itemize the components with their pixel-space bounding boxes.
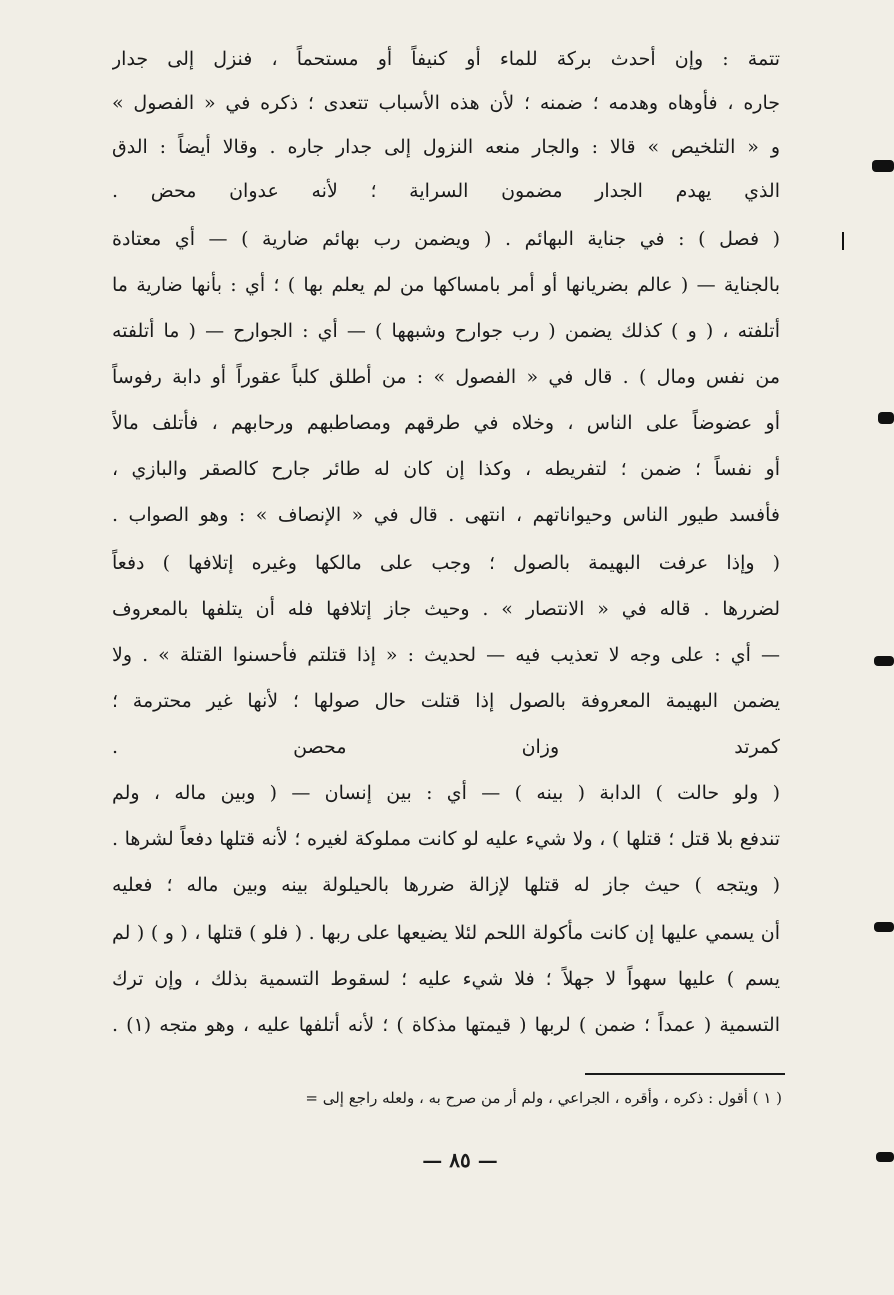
text-line: ( فصل ) : في جناية البهائم . ( ويضمن رب بهائم ضارية ) — أي معتادة: [112, 228, 780, 250]
text-line: فأفسد طيور الناس وحيواناتهم ، انتهى . قال في « الإنصاف » : وهو الصواب .: [112, 504, 780, 526]
text-line: يضمن البهيمة المعروفة بالصول إذا قتلت حال صولها ؛ لأنها غير محترمة ؛: [112, 690, 780, 712]
text-line: ( ويتجه ) حيث جاز له قتلها لإزالة ضررها بالحيلولة بينه وبين ماله ؛ فعليه: [112, 874, 780, 896]
margin-mark: [874, 656, 894, 666]
text-line: التسمية ( عمداً ؛ ضمن ) لربها ( قيمتها مذكاة ) ؛ لأنه أتلفها عليه ، وهو متجه (١) .: [112, 1014, 780, 1036]
footnote: ( ١ ) أقول : ذكره ، وأقره ، الجراعي ، ولم أر من صرح به ، ولعله راجع إلى =: [305, 1089, 782, 1107]
margin-mark: [874, 922, 894, 932]
text-line: الذي يهدم الجدار مضمون السراية ؛ لأنه عدوان محض .: [112, 180, 780, 202]
footnote-rule: [585, 1073, 785, 1075]
margin-mark: [872, 160, 894, 172]
text-line: — أي : على وجه لا تعذيب فيه — لحديث : « إذا قتلتم فأحسنوا القتلة » . ولا: [112, 644, 780, 666]
text-line: أن يسمي عليها إن كانت مأكولة اللحم لئلا يضيعها على ربها . ( فلو ) قتلها ، ( و ) ( لم: [112, 922, 780, 944]
text-line: بالجناية — ( عالم بضريانها أو أمر بامساكها من لم يعلم بها ) ؛ أي : بأنها ضارية ما: [112, 274, 780, 296]
text-line: أو نفساً ؛ ضمن ؛ لتفريطه ، وكذا إن كان له طائر جارح كالصقر والبازي ،: [112, 458, 780, 480]
margin-mark: [842, 232, 844, 250]
page-number: — ٨٥ —: [422, 1148, 498, 1172]
text-line: من نفس ومال ) . قال في « الفصول » : من أطلق كلباً عقوراً أو دابة رفوساً: [112, 366, 780, 388]
text-line: و « التلخيص » قالا : والجار منعه النزول إلى جدار جاره . وقالا أيضاً : الدق: [112, 136, 780, 158]
text-line: ( وإذا عرفت البهيمة بالصول ؛ وجب على مالكها وغيره إتلافها ) دفعاً: [112, 552, 780, 574]
text-line: لضررها . قاله في « الانتصار » . وحيث جاز إتلافها فله أن يتلفها بالمعروف: [112, 598, 780, 620]
text-line: كمرتد وزان محصن .: [112, 736, 780, 758]
text-line: تتمة : وإن أحدث بركة للماء أو كنيفاً أو مستحماً ، فنزل إلى جدار: [112, 48, 780, 70]
text-line: أتلفته ، ( و ) كذلك يضمن ( رب جوارح وشبهها ) — أي : الجوارح — ( ما أتلفته: [112, 320, 780, 342]
text-line: يسم ) عليها سهواً لا جهلاً ؛ فلا شيء عليه ؛ لسقوط التسمية بذلك ، وإن ترك: [112, 968, 780, 990]
margin-mark: [878, 412, 894, 424]
text-line: تندفع بلا قتل ؛ قتلها ) ، ولا شيء عليه لو كانت مملوكة لغيره ؛ لأنه قتلها دفعاً لشرها .: [112, 828, 780, 850]
text-line: جاره ، فأوهاه وهدمه ؛ ضمنه ؛ لأن هذه الأسباب تتعدى ؛ ذكره في « الفصول »: [112, 92, 780, 114]
text-line: ( ولو حالت ) الدابة ( بينه ) — أي : بين إنسان — ( وبين ماله ، ولم: [112, 782, 780, 804]
text-line: أو عضوضاً على الناس ، وخلاه في طرقهم ومصاطبهم ورحابهم ، فأتلف مالاً: [112, 412, 780, 434]
margin-mark: [876, 1152, 894, 1162]
